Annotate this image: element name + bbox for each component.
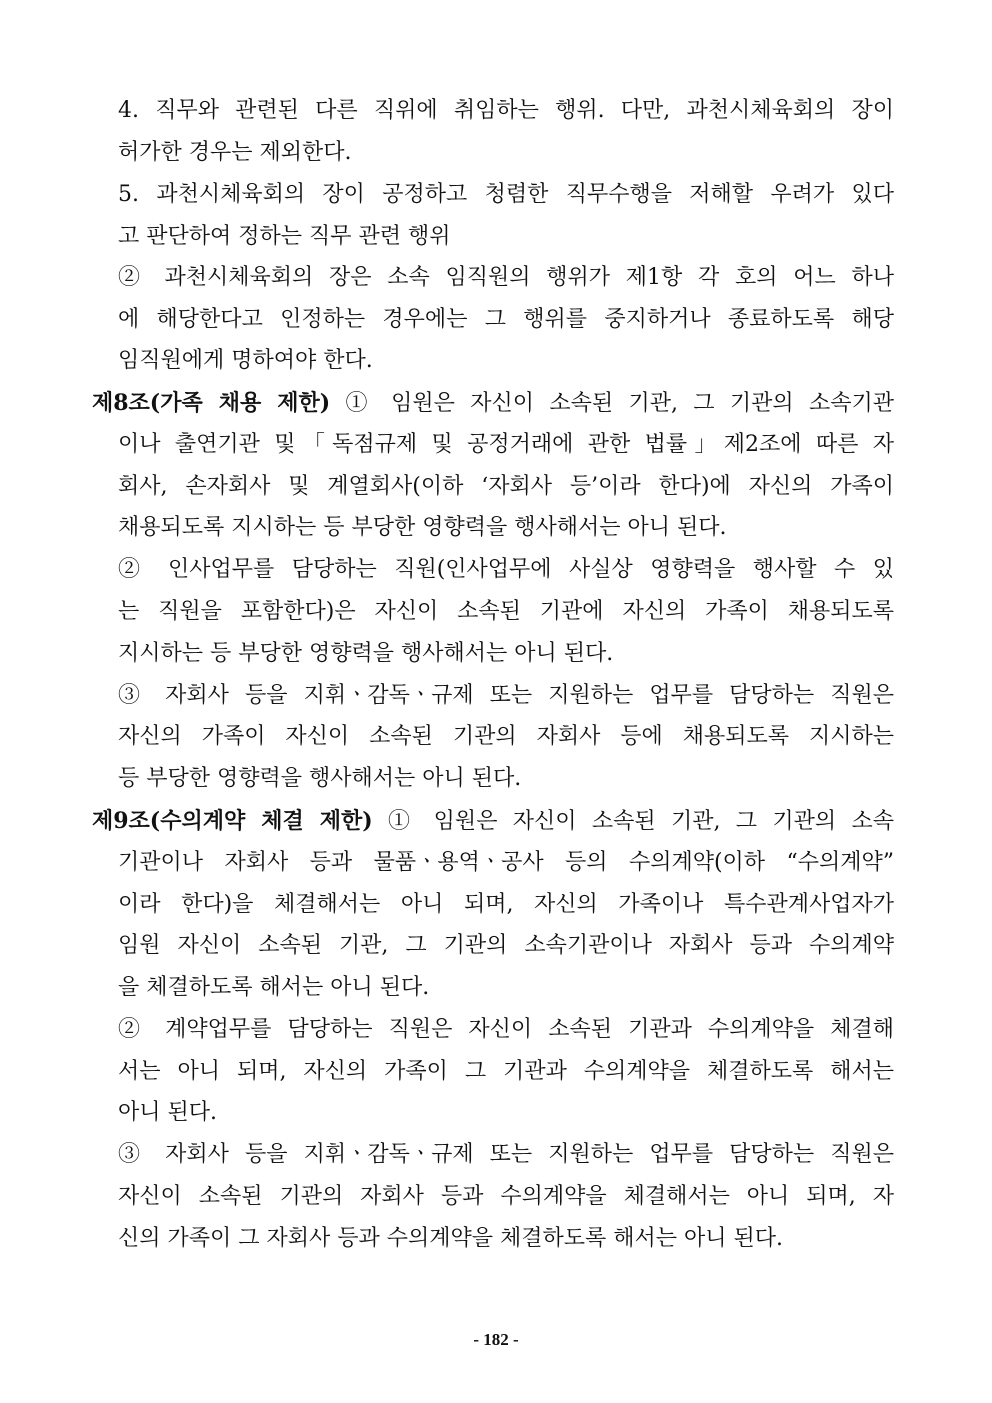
text-line: 임원 자신이 소속된 기관, 그 기관의 소속기관이나 자회사 등과 수의계약: [118, 933, 894, 958]
text-line: ① 임원은 자신이 소속된 기관, 그 기관의 소속: [388, 809, 894, 834]
article-9-heading: 제9조(수의계약 체결 제한): [92, 808, 373, 834]
text-line: ② 과천시체육회의 장은 소속 임직원의 행위가 제1항 각 호의 어느 하나: [118, 265, 894, 290]
text-line: 에 해당한다고 인정하는 경우에는 그 행위를 중지하거나 종료하도록 해당: [118, 307, 894, 332]
text-line: 지시하는 등 부당한 영향력을 행사해서는 아니 된다.: [118, 641, 614, 666]
text-line: ③ 자회사 등을 지휘ㆍ감독ㆍ규제 또는 지원하는 업무를 담당하는 직원은: [118, 1142, 894, 1167]
text-line: 등 부당한 영향력을 행사해서는 아니 된다.: [118, 766, 522, 791]
text-line: 자신이 소속된 기관의 자회사 등과 수의계약을 체결해서는 아니 되며, 자: [118, 1184, 894, 1209]
text-line: ③ 자회사 등을 지휘ㆍ감독ㆍ규제 또는 지원하는 업무를 담당하는 직원은: [118, 683, 894, 708]
text-line: 고 판단하여 정하는 직무 관련 행위: [118, 224, 451, 249]
text-line: 아니 된다.: [118, 1100, 217, 1125]
article-8-heading: 제8조(가족 채용 제한): [92, 390, 331, 416]
text-line: 서는 아니 되며, 자신의 가족이 그 기관과 수의계약을 체결하도록 해서는: [118, 1059, 894, 1084]
text-line: 는 직원을 포함한다)은 자신이 소속된 기관에 자신의 가족이 채용되도록: [118, 599, 894, 624]
article-8-first-line: [92, 388, 894, 419]
article-9-first-line: [92, 806, 894, 837]
text-line: ② 계약업무를 담당하는 직원은 자신이 소속된 기관과 수의계약을 체결해: [118, 1017, 894, 1042]
text-line: 임직원에게 명하여야 한다.: [118, 348, 373, 373]
text-line: 회사, 손자회사 및 계열회사(이하 ‘자회사 등’이라 한다)에 자신의 가족이: [118, 474, 894, 499]
text-line: 이라 한다)을 체결해서는 아니 되며, 자신의 가족이나 특수관계사업자가: [118, 892, 894, 917]
text-line: 신의 가족이 그 자회사 등과 수의계약을 체결하도록 해서는 아니 된다.: [118, 1226, 783, 1251]
text-line: 자신의 가족이 자신이 소속된 기관의 자회사 등에 채용되도록 지시하는: [118, 724, 894, 749]
text-line: 허가한 경우는 제외한다.: [118, 140, 352, 165]
page-number: - 182 -: [473, 1330, 519, 1349]
text-line: 기관이나 자회사 등과 물품ㆍ용역ㆍ공사 등의 수의계약(이하 “수의계약”: [118, 850, 894, 875]
text-line: 5. 과천시체육회의 장이 공정하고 청렴한 직무수행을 저해할 우려가 있다: [118, 182, 894, 207]
text-line: 채용되도록 지시하는 등 부당한 영향력을 행사해서는 아니 된다.: [118, 515, 727, 540]
text-line: 4. 직무와 관련된 다른 직위에 취임하는 행위. 다만, 과천시체육회의 장이: [118, 98, 894, 123]
text-line: ② 인사업무를 담당하는 직원(인사업무에 사실상 영향력을 행사할 수 있: [118, 557, 894, 582]
text-line: 이나 출연기관 및「독점규제 및 공정거래에 관한 법률」제2조에 따른 자: [118, 432, 894, 457]
text-line: 을 체결하도록 해서는 아니 된다.: [118, 975, 430, 1000]
text-line: ① 임원은 자신이 소속된 기관, 그 기관의 소속기관: [345, 391, 894, 416]
